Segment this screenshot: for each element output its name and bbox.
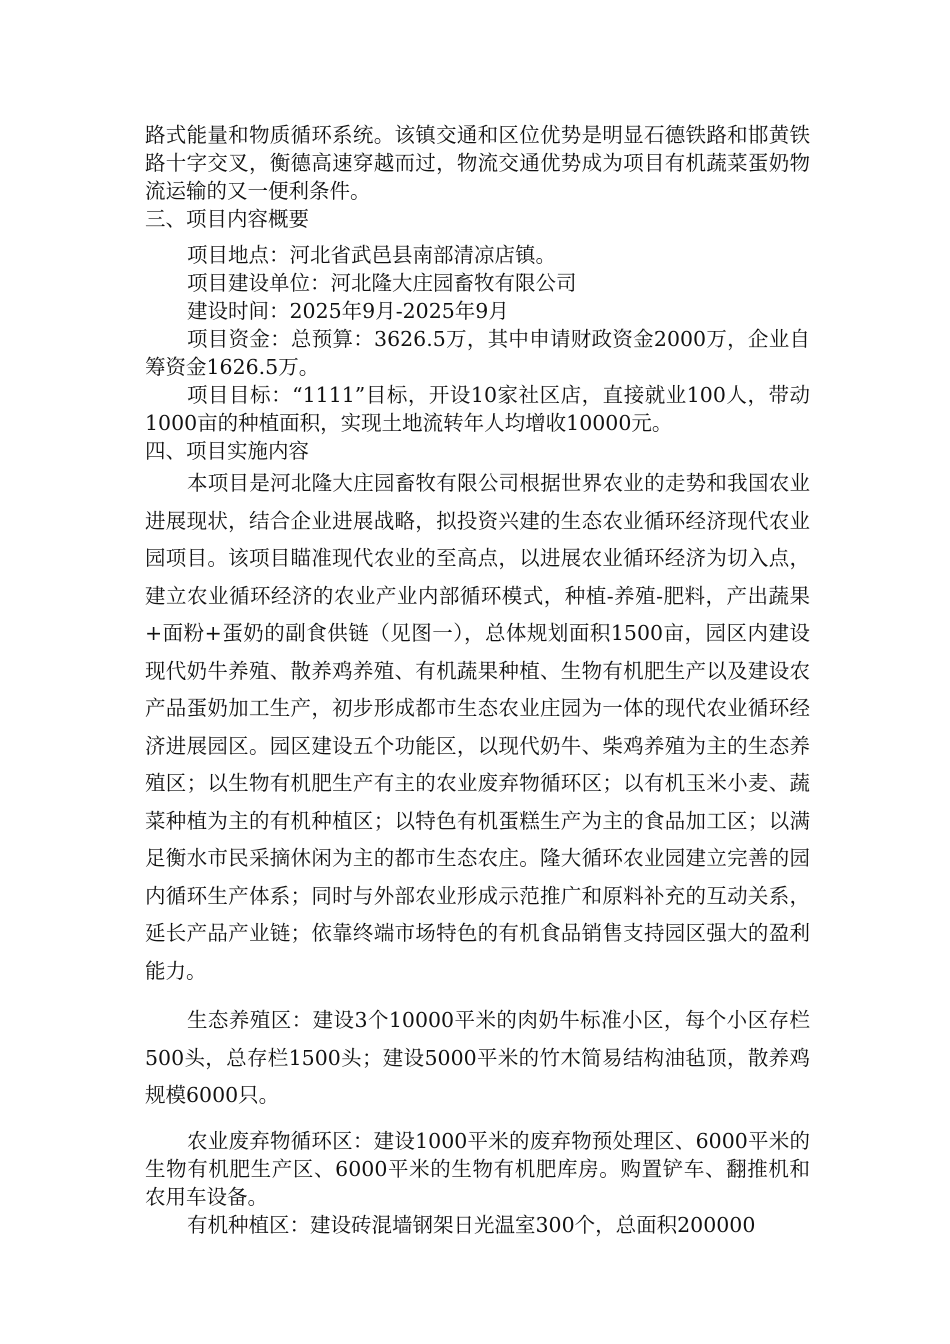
section-heading-3: 三、项目内容概要 [145, 207, 309, 231]
paragraph-breeding-zone: 生态养殖区：建设3个10000平米的肉奶牛标准小区，每个小区存栏500头，总存栏1500头；建设5000平米的竹木简易结构油毡顶，散养鸡规模6000只。 [145, 1008, 810, 1107]
paragraph-goal: 项目目标：“1111”目标，开设10家社区店，直接就业100人，带动1000亩的种植面积，实现土地流转年人均增收10000元。 [145, 383, 810, 435]
paragraph-time: 建设时间：2025年9月-2025年9月 [187, 299, 509, 323]
section-heading-4: 四、项目实施内容 [145, 439, 309, 463]
paragraph-planting-zone: 有机种植区：建设砖混墙钢架日光温室300个，总面积200000 [187, 1212, 756, 1237]
paragraph-intro: 路式能量和物质循环系统。该镇交通和区位优势是明显石德铁路和邯黄铁路十字交叉，衡德高速穿越而过，物流交通优势成为项目有机蔬菜蛋奶物流运输的又一便利条件。 [145, 123, 810, 203]
paragraph-unit: 项目建设单位：河北隆大庄园畜牧有限公司 [187, 271, 577, 295]
paragraph-funds: 项目资金：总预算：3626.5万，其中申请财政资金2000万，企业自筹资金1626.5万。 [145, 327, 810, 379]
paragraph-location: 项目地点：河北省武邑县南部清凉店镇。 [187, 243, 556, 267]
paragraph-main: 本项目是河北隆大庄园畜牧有限公司根据世界农业的走势和我国农业进展现状，结合企业进展战略，拟投资兴建的生态农业循环经济现代农业园项目。该项目瞄准现代农业的至高点，以进展农业循环经济为切入点，建立农业循环经济的农业产业内部循环模式，种植-养殖-肥料，产出蔬果+面粉+蛋奶的副食供链（见图一），总体规划面积1500亩，园区内建设现代奶牛养殖、散养鸡养殖、有机蔬果种植、生物有机肥生产以及建设农产品蛋奶加工生产，初步形成都市生态农业庄园为一体的现代农业循环经济进展园区。园区建设五个功能区，以现代奶牛、柴鸡养殖为主的生态养殖区；以生物有机肥生产有主的农业废弃物循环区；以有机玉米小麦、蔬菜种植为主的有机种植区；以特色有机蛋糕生产为主的食品加工区；以满足衡水市民采摘休闲为主的都市生态农庄。隆大循环农业园建立完善的园内循环生产体系；同时与外部农业形成示范推广和原料补充的互动关系，延长产品产业链；依靠终端市场特色的有机食品销售支持园区强大的盈利能力。 [145, 471, 810, 983]
paragraph-waste-zone: 农业废弃物循环区：建设1000平米的废弃物预处理区、6000平米的生物有机肥生产区、6000平米的生物有机肥库房。购置铲车、翻推机和农用车设备。 [145, 1128, 810, 1209]
document-body [145, 121, 810, 1239]
